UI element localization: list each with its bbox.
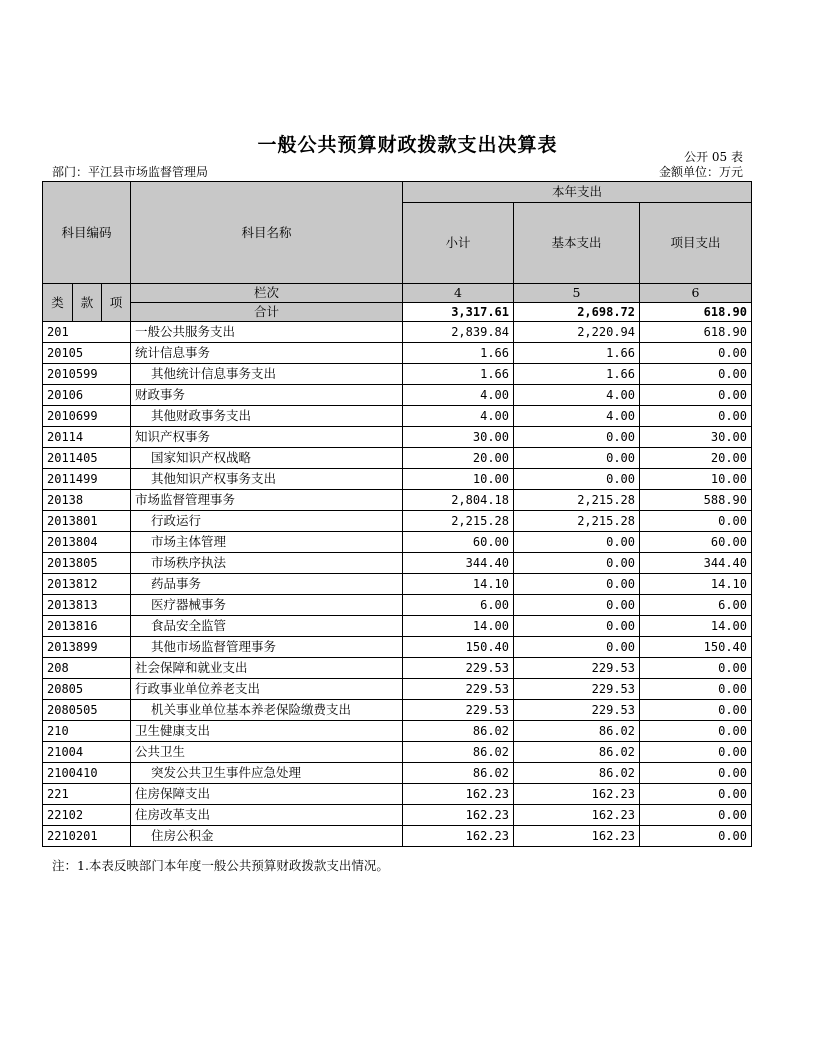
row-project: 0.00 — [640, 742, 752, 763]
table-row — [43, 616, 752, 637]
row-project: 30.00 — [640, 427, 752, 448]
row-basic: 2,220.94 — [514, 322, 640, 343]
row-project: 0.00 — [640, 826, 752, 847]
row-subtotal: 162.23 — [403, 805, 514, 826]
row-subtotal: 86.02 — [403, 742, 514, 763]
row-project: 0.00 — [640, 406, 752, 427]
row-code: 20105 — [43, 343, 131, 364]
row-subtotal: 10.00 — [403, 469, 514, 490]
row-project: 0.00 — [640, 679, 752, 700]
label-lei: 类 — [43, 284, 73, 322]
row-basic: 229.53 — [514, 700, 640, 721]
row-code: 2011405 — [43, 448, 131, 469]
total-row — [43, 303, 752, 322]
header-row-1 — [43, 182, 752, 203]
row-basic: 4.00 — [514, 385, 640, 406]
row-code: 20114 — [43, 427, 131, 448]
footnote: 注：1.本表反映部门本年度一般公共预算财政拨款支出情况。 — [52, 858, 389, 873]
row-subtotal: 1.66 — [403, 364, 514, 385]
row-basic: 1.66 — [514, 364, 640, 385]
row-code: 22102 — [43, 805, 131, 826]
row-project: 0.00 — [640, 343, 752, 364]
row-subtotal: 344.40 — [403, 553, 514, 574]
row-name: 其他财政事务支出 — [131, 406, 403, 427]
row-name: 市场监督管理事务 — [131, 490, 403, 511]
row-code: 2210201 — [43, 826, 131, 847]
row-basic: 0.00 — [514, 532, 640, 553]
row-basic: 0.00 — [514, 637, 640, 658]
row-name: 住房公积金 — [131, 826, 403, 847]
row-name: 医疗器械事务 — [131, 595, 403, 616]
table-row — [43, 427, 752, 448]
row-name: 卫生健康支出 — [131, 721, 403, 742]
row-name: 其他市场监督管理事务 — [131, 637, 403, 658]
row-code: 2080505 — [43, 700, 131, 721]
table-row — [43, 721, 752, 742]
table-row — [43, 700, 752, 721]
row-name: 行政运行 — [131, 511, 403, 532]
table-row — [43, 553, 752, 574]
row-subtotal: 229.53 — [403, 700, 514, 721]
page-title: 一般公共预算财政拨款支出决算表 — [257, 134, 558, 156]
row-name: 国家知识产权战略 — [131, 448, 403, 469]
row-basic: 0.00 — [514, 427, 640, 448]
row-name: 市场主体管理 — [131, 532, 403, 553]
table-row — [43, 532, 752, 553]
row-project: 10.00 — [640, 469, 752, 490]
row-project: 60.00 — [640, 532, 752, 553]
table-row — [43, 574, 752, 595]
row-subtotal: 1.66 — [403, 343, 514, 364]
label-lanci: 栏次 — [131, 284, 403, 303]
row-subtotal: 4.00 — [403, 406, 514, 427]
total-subtotal: 3,317.61 — [403, 303, 514, 322]
row-name: 财政事务 — [131, 385, 403, 406]
row-basic: 4.00 — [514, 406, 640, 427]
row-name: 药品事务 — [131, 574, 403, 595]
table-row — [43, 322, 752, 343]
row-name: 其他统计信息事务支出 — [131, 364, 403, 385]
row-subtotal: 14.00 — [403, 616, 514, 637]
row-code: 2013812 — [43, 574, 131, 595]
row-name: 社会保障和就业支出 — [131, 658, 403, 679]
header-basic: 基本支出 — [514, 203, 640, 284]
label-xiang: 项 — [102, 284, 131, 322]
row-name: 住房保障支出 — [131, 784, 403, 805]
row-project: 20.00 — [640, 448, 752, 469]
table-row — [43, 805, 752, 826]
table-row — [43, 511, 752, 532]
row-project: 344.40 — [640, 553, 752, 574]
table-row — [43, 637, 752, 658]
table-row — [43, 742, 752, 763]
row-basic: 0.00 — [514, 469, 640, 490]
row-code: 21004 — [43, 742, 131, 763]
row-subtotal: 162.23 — [403, 784, 514, 805]
row-subtotal: 4.00 — [403, 385, 514, 406]
row-project: 0.00 — [640, 805, 752, 826]
department-label: 部门：平江县市场监督管理局 — [52, 165, 209, 179]
row-basic: 229.53 — [514, 658, 640, 679]
row-basic: 0.00 — [514, 616, 640, 637]
label-kuan: 款 — [73, 284, 102, 322]
row-project: 14.00 — [640, 616, 752, 637]
row-project: 588.90 — [640, 490, 752, 511]
row-project: 0.00 — [640, 784, 752, 805]
row-code: 2100410 — [43, 763, 131, 784]
header-name: 科目名称 — [131, 182, 403, 284]
row-subtotal: 229.53 — [403, 658, 514, 679]
row-name: 行政事业单位养老支出 — [131, 679, 403, 700]
row-basic: 2,215.28 — [514, 490, 640, 511]
header-current-year: 本年支出 — [403, 182, 752, 203]
row-subtotal: 30.00 — [403, 427, 514, 448]
row-project: 0.00 — [640, 700, 752, 721]
table-row — [43, 448, 752, 469]
row-code: 208 — [43, 658, 131, 679]
row-project: 150.40 — [640, 637, 752, 658]
row-code: 2010599 — [43, 364, 131, 385]
row-code: 221 — [43, 784, 131, 805]
row-code: 2013899 — [43, 637, 131, 658]
row-project: 14.10 — [640, 574, 752, 595]
row-project: 618.90 — [640, 322, 752, 343]
row-basic: 162.23 — [514, 826, 640, 847]
row-project: 0.00 — [640, 385, 752, 406]
row-name: 知识产权事务 — [131, 427, 403, 448]
row-subtotal: 60.00 — [403, 532, 514, 553]
row-subtotal: 20.00 — [403, 448, 514, 469]
row-basic: 229.53 — [514, 679, 640, 700]
unit-label: 金额单位：万元 — [658, 165, 743, 179]
row-basic: 162.23 — [514, 784, 640, 805]
row-subtotal: 86.02 — [403, 763, 514, 784]
row-code: 20805 — [43, 679, 131, 700]
row-code: 2013804 — [43, 532, 131, 553]
total-project: 618.90 — [640, 303, 752, 322]
row-basic: 0.00 — [514, 574, 640, 595]
table-row — [43, 385, 752, 406]
row-code: 2013813 — [43, 595, 131, 616]
table-row — [43, 490, 752, 511]
table-row — [43, 364, 752, 385]
header-subtotal: 小计 — [403, 203, 514, 284]
row-subtotal: 14.10 — [403, 574, 514, 595]
row-basic: 0.00 — [514, 553, 640, 574]
table-row — [43, 826, 752, 847]
row-code: 2013816 — [43, 616, 131, 637]
row-code: 2010699 — [43, 406, 131, 427]
row-project: 0.00 — [640, 763, 752, 784]
expenditure-table — [42, 181, 752, 847]
row-name: 住房改革支出 — [131, 805, 403, 826]
row-code: 2013805 — [43, 553, 131, 574]
row-project: 0.00 — [640, 658, 752, 679]
row-basic: 0.00 — [514, 595, 640, 616]
row-subtotal: 229.53 — [403, 679, 514, 700]
lanci-5: 5 — [514, 284, 640, 303]
row-name: 统计信息事务 — [131, 343, 403, 364]
row-project: 0.00 — [640, 364, 752, 385]
table-row — [43, 658, 752, 679]
lanci-row — [43, 284, 752, 303]
row-subtotal: 86.02 — [403, 721, 514, 742]
row-subtotal: 6.00 — [403, 595, 514, 616]
table-row — [43, 406, 752, 427]
row-code: 201 — [43, 322, 131, 343]
table-row — [43, 343, 752, 364]
row-project: 6.00 — [640, 595, 752, 616]
row-basic: 1.66 — [514, 343, 640, 364]
row-name: 一般公共服务支出 — [131, 322, 403, 343]
row-subtotal: 2,839.84 — [403, 322, 514, 343]
row-code: 20106 — [43, 385, 131, 406]
row-code: 2013801 — [43, 511, 131, 532]
row-project: 0.00 — [640, 511, 752, 532]
row-code: 2011499 — [43, 469, 131, 490]
row-basic: 2,215.28 — [514, 511, 640, 532]
row-subtotal: 150.40 — [403, 637, 514, 658]
row-name: 公共卫生 — [131, 742, 403, 763]
row-code: 20138 — [43, 490, 131, 511]
row-basic: 162.23 — [514, 805, 640, 826]
row-basic: 86.02 — [514, 721, 640, 742]
table-body — [43, 182, 752, 847]
header-project: 项目支出 — [640, 203, 752, 284]
row-name: 机关事业单位基本养老保险缴费支出 — [131, 700, 403, 721]
table-row — [43, 679, 752, 700]
row-project: 0.00 — [640, 721, 752, 742]
row-basic: 0.00 — [514, 448, 640, 469]
row-name: 其他知识产权事务支出 — [131, 469, 403, 490]
row-basic: 86.02 — [514, 763, 640, 784]
table-row — [43, 595, 752, 616]
form-number: 公开 05 表 — [684, 150, 743, 164]
table-row — [43, 784, 752, 805]
total-label: 合计 — [131, 303, 403, 322]
row-basic: 86.02 — [514, 742, 640, 763]
row-subtotal: 2,215.28 — [403, 511, 514, 532]
row-name: 食品安全监管 — [131, 616, 403, 637]
total-basic: 2,698.72 — [514, 303, 640, 322]
table-row — [43, 469, 752, 490]
row-subtotal: 162.23 — [403, 826, 514, 847]
row-subtotal: 2,804.18 — [403, 490, 514, 511]
row-name: 市场秩序执法 — [131, 553, 403, 574]
row-name: 突发公共卫生事件应急处理 — [131, 763, 403, 784]
lanci-4: 4 — [403, 284, 514, 303]
lanci-6: 6 — [640, 284, 752, 303]
row-code: 210 — [43, 721, 131, 742]
table-row — [43, 763, 752, 784]
header-code: 科目编码 — [43, 182, 131, 284]
